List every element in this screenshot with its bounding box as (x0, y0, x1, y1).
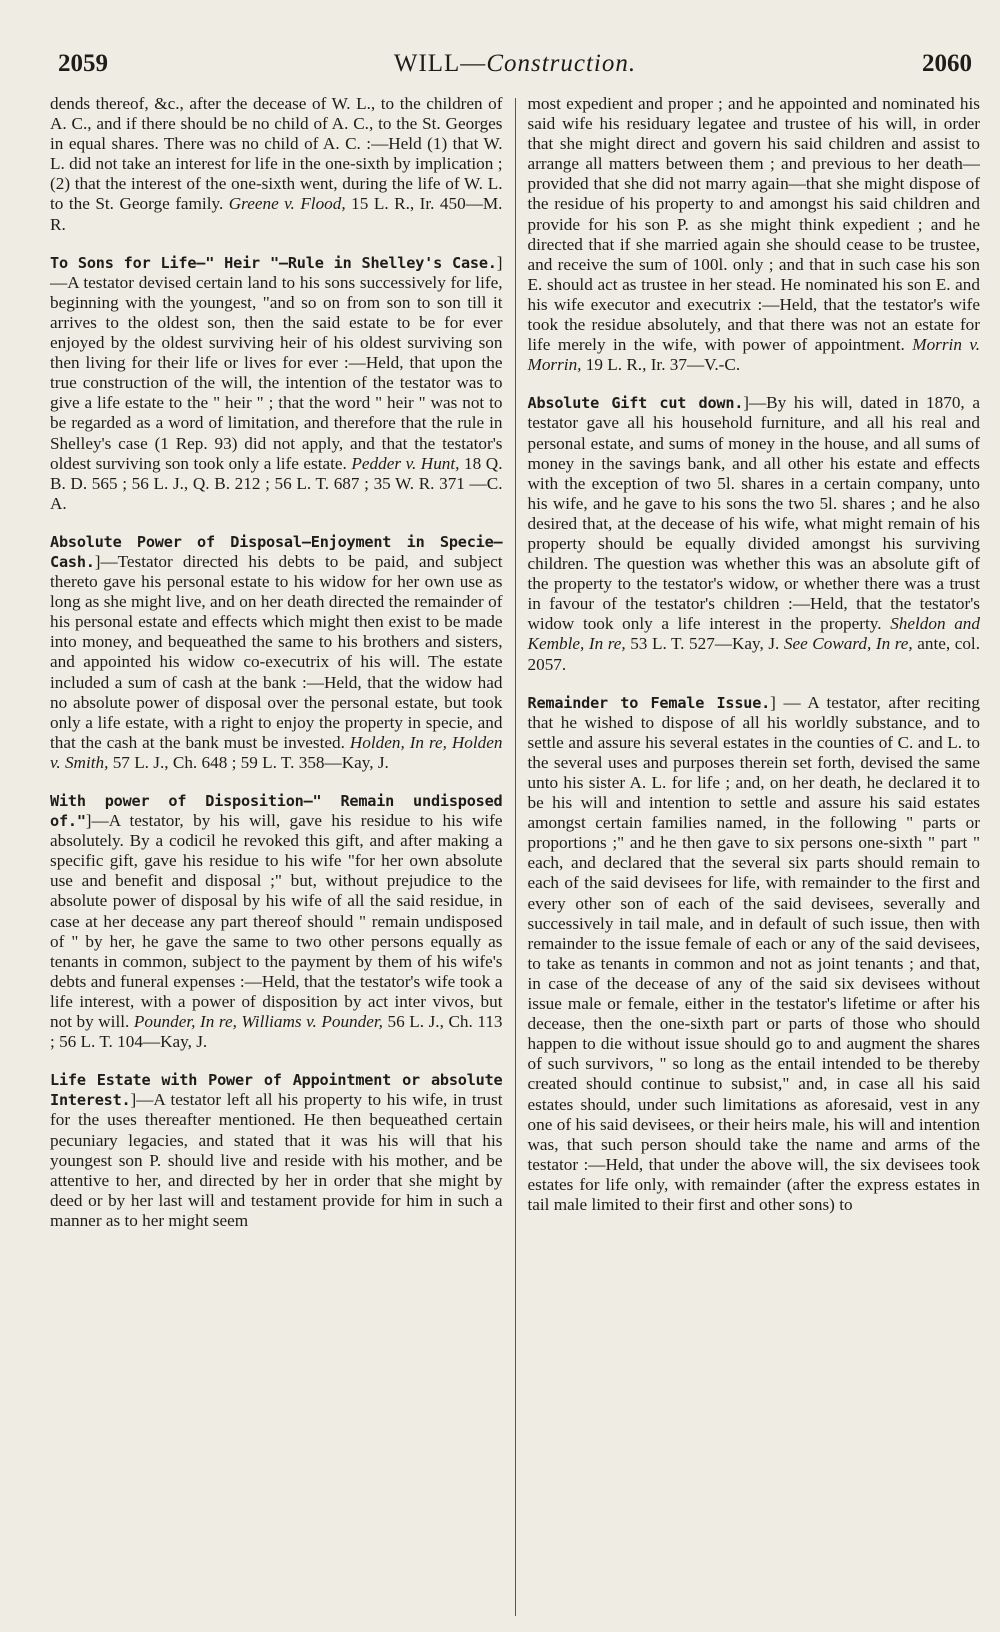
column-right (516, 94, 981, 1616)
entry-paragraph (528, 693, 981, 1215)
entry-text: ]—A testator left all his property to his wife, in trust for the uses thereafter mentioned. He then bequeathed certain pecuniary legacies, and stated that it was his will that his youngest son P. should live and reside with his mother, and be attentive to her, and directed by her in order that she might by deed or by her last will and testament provide for him in such a manner as to her might seem (50, 1090, 503, 1230)
citation-reference: 57 L. J., Ch. 648 ; 59 L. T. 358—Kay, J. (108, 752, 389, 772)
entry-paragraph (528, 393, 981, 674)
citation-reference: 18 Q. B. D. 565 ; 56 L. J., Q. B. 212 ; 56 L. T. 687 ; 35 W. R. 371 —C. A. (50, 453, 503, 513)
citation-reference: ante, col. 2057. (527, 634, 981, 674)
entry-heading: Absolute Gift cut down. (527, 394, 744, 413)
case-citation: Pedder v. Hunt, (351, 453, 460, 473)
entry-text: ] — A testator, after reciting that he wished to dispose of all his worldly substance, and to settle and assure his several estates in the counties of C. and L. to the several uses and purposes therein set forth, devised the same unto his sister A. L. for life ; and, on her death, he declared it to be his will and intention to settle and assure his said estates amongst certain families named, in the following " parts or proportions ;" and he then gave to six persons one-sixth " part " each, and declared that the several six parts should remain to each of the said devisees for life, with remainder to the first and every other son of each of the said devisees, severally and successively in tail male, and in default of such issue, then with remainder to the issue female of each or any of the said devisees, to take as tenants in common and not as joint tenants ; and that, in case of the decease of any of the said six devisees without issue male or female, either in the testator's lifetime or after his decease, then the one-sixth part or parts of those who should happen to die without issue should go to and augment the shares of such survivors, " so long as the entail intended to be thereby created should continue to subsist," and, in case all his said estates should, under such limitations as aforesaid, vest in any one of his said devisees, or their heirs male, his will and intention was, that such person should take the name and arms of the testator :—Held, that under the above will, the six devisees took estates for life only, with remainder (after the express estates in tail male limited to their first and other sons) to (527, 692, 980, 1214)
entry-text: ]—By his will, dated in 1870, a testator gave all his household furniture, and all his real and personal estate, and sums of money in the house, and all sums of money in the savings bank, and all other his estate and effects with the exception of two 5l. shares in a certain company, unto his wife, and he gave to his sons the two 5l. shares ; and he also desired that, at the decease of his wife, what might remain of his property should be equally divided amongst his surviving children. The question was whether this was an absolute gift of the property to the testator's widow, or whether there was a trust in favour of the testator's children :—Held, that the testator's widow took only a life interest in the property. (527, 393, 980, 634)
running-title (50, 50, 980, 78)
entry-text: dends thereof, &c., after the decease of W. L., to the children of A. C., and if there should be no child of A. C., to the St. Georges in equal shares. There was no child of A. C. :—Held (1) that W. L. did not take an interest for life in the one-sixth by implication ; (2) that the interest of the one-sixth went, during the life of W. L. to the St. George family. (50, 94, 503, 214)
entry-paragraph (50, 791, 503, 1052)
entry-text: ]—A testator devised certain land to his sons successively for life, beginning with the youngest, "and so on from son to son till it arrives to the oldest son, then the said estate to be for ever enjoyed by the oldest surviving heir of his oldest surviving son then living for their life or lives for ever :—Held, that upon the true construction of the will, the intention of the testator was to give a life estate to the " heir " ; that the word " heir " was not to be regarded as a word of limitation, and therefore that the rule in Shelley's case (1 Rep. 93) did not apply, and that the testator's oldest surviving son took only a life estate. (50, 252, 503, 473)
entry-text: ]—Testator directed his debts to be paid, and subject thereto gave his personal estate to his widow for her own use as long as she might live, and on her death directed the remainder of his personal estate and effects which might then exist to be made into money, and bequeathed the same to his brothers and sisters, and appointed his widow co-executrix of his will. The estate included a sum of cash at the bank :—Held, that the widow had no absolute power of disposal over the personal estate, but took only a life estate, with a right to enjoy the property in specie, and that the cash at the bank must be invested. (50, 551, 503, 752)
entry-paragraph (50, 532, 503, 773)
cross-reference: See Coward, In re, (783, 634, 913, 654)
entry-paragraph (50, 1070, 503, 1231)
entry-paragraph (50, 253, 503, 514)
entry-heading: With power of Disposition—" Remain undisposed of." (50, 792, 503, 831)
entry-text: ]—A testator, by his will, gave his residue to his wife absolutely. By a codicil he revoked this gift, and after making a specific gift, gave his residue to his wife "for her own absolute use and benefit and disposal ;" but, without prejudice to the absolute power of disposal by his wife of all the said residue, in case at her decease any part thereof should " remain undisposed of " by her, he gave the same to two other persons equally as tenants in common, subject to the payment by them of his wife's debts and funeral expenses :—Held, that the testator's wife took a life interest, with a power of disposition by act inter vivos, but not by will. (50, 811, 503, 1032)
page-number-left: 2059 (58, 50, 108, 77)
case-citation: Sheldon and Kemble, In re, (527, 614, 980, 654)
entry-paragraph (528, 94, 981, 375)
page-number-right: 2060 (922, 50, 972, 77)
entry-heading: Remainder to Female Issue. (527, 693, 771, 712)
title-main: WILL— (393, 50, 487, 77)
entry-text: most expedient and proper ; and he appointed and nominated his said wife his residuary legatee and trustee of his will, in order that she might direct and govern his said children and assist to arrange all matters between them ; and previous to her death—provided that she did not marry again—that she might dispose of the residue of his property to and amongst his said children and provide for his son P. as she might think expedient ; and he directed that if she married again she should cease to be trustee, and receive the sum of 100l. only ; and that in such case his son E. should act as trustee in her stead. He nominated his son E. and his wife executor and executrix :—Held, that the testator's wife took the residue absolutely, and that there was not an estate for life merely in the wife, with power of appointment. (527, 94, 980, 355)
column-left (50, 94, 515, 1616)
entry-heading: Life Estate with Power of Appointment or absolute Interest. (50, 1071, 503, 1110)
citation-reference: 19 L. R., Ir. 37—V.-C. (581, 355, 741, 375)
case-citation: Morrin v. Morrin, (527, 335, 980, 375)
case-citation: Holden, In re, Holden v. Smith, (50, 732, 503, 772)
entry-paragraph (50, 94, 503, 235)
case-citation: Greene v. Flood, (228, 194, 346, 214)
entry-heading: To Sons for Life—" Heir "—Rule in Shelley's Case. (50, 253, 497, 272)
running-header (50, 50, 980, 86)
citation-reference: 15 L. R., Ir. 450—M. R. (50, 194, 503, 234)
case-citation: Pounder, In re, Williams v. Pounder, (133, 1012, 383, 1032)
columns (50, 94, 980, 1616)
entry-heading: Absolute Power of Disposal—Enjoyment in Specie—Cash. (50, 532, 503, 571)
citation-reference: 53 L. T. 527—Kay, J. (625, 634, 784, 654)
title-italic: Construction. (486, 50, 637, 77)
citation-reference: 56 L. J., Ch. 113 ; 56 L. T. 104—Kay, J. (50, 1012, 503, 1052)
